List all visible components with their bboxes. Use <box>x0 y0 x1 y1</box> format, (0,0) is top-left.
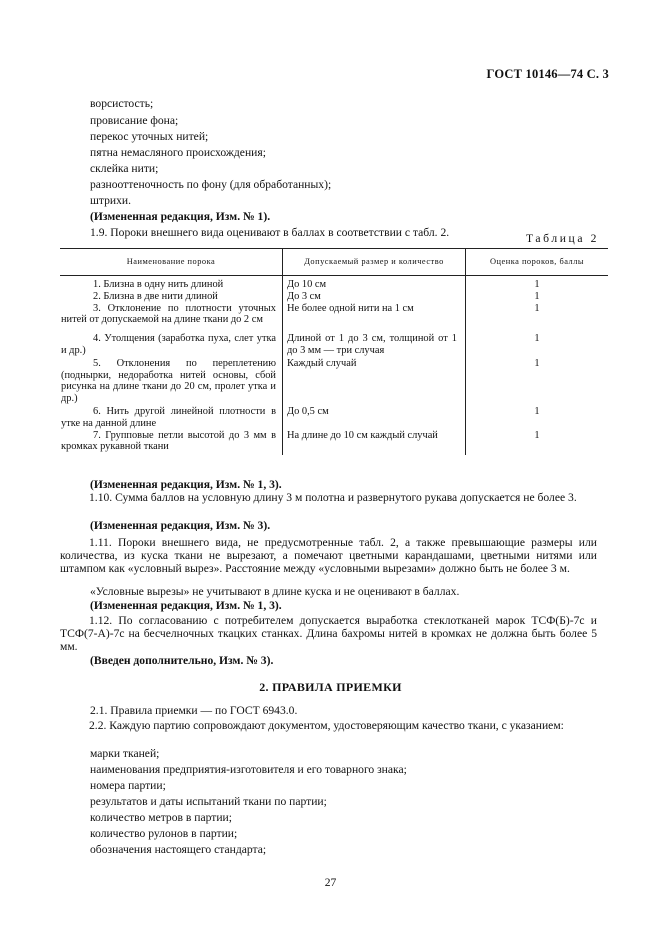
list-item: перекос уточных нитей; <box>90 130 209 143</box>
paragraph-1-11b: «Условные вырезы» не учитывают в длине куска и не оценивают в баллах. <box>90 585 460 598</box>
section-title: 2. ПРАВИЛА ПРИЕМКИ <box>259 680 402 694</box>
paragraph-2-1: 2.1. Правила приемки — по ГОСТ 6943.0. <box>90 704 298 717</box>
edition-note: (Измененная редакция, Изм. № 1, 3). <box>90 478 282 491</box>
defect-name: 4. Утолщения (заработка пуха, слет утка и др.) <box>61 333 276 356</box>
list-item: обозначения настоящего стандарта; <box>90 843 267 856</box>
defect-size: До 3 см <box>283 291 466 303</box>
list-item: марки тканей; <box>90 747 160 760</box>
defect-name: 7. Групповые петли высотой до 3 мм в кромках рукавной ткани <box>61 429 276 453</box>
paragraph-1-10: 1.10. Сумма баллов на условную длину 3 м полотна и развернутого рукава допускается не более 3. <box>89 491 577 504</box>
introduced-note: (Введен дополнительно, Изм. № 3). <box>90 654 274 667</box>
list-item: разнооттеночность по фону (для обработанных); <box>90 178 332 191</box>
paragraph-1-11: 1.11. Пороки внешнего вида, не предусмотренные табл. 2, а также превышающие размеры или количества, из куска ткани не вырезают, а помечают цветными карандашами, цветными нитями или штампом как «условный вырез». Расстояние между «условными вырезами» должно быть не более 3 м. <box>60 536 597 575</box>
table-row <box>60 291 608 303</box>
list-item: результатов и даты испытаний ткани по партии; <box>90 795 327 808</box>
edition-note: (Измененная редакция, Изм. № 3). <box>90 519 271 532</box>
table-header-row <box>60 249 608 276</box>
col-header-size: Допускаемый размер и количество <box>283 249 466 276</box>
page-number: 27 <box>324 876 337 889</box>
table-row <box>60 276 608 291</box>
defect-size: До 0,5 см <box>283 405 466 430</box>
table-row <box>60 326 608 357</box>
edition-note: (Измененная редакция, Изм. № 1, 3). <box>90 599 282 612</box>
list-item: пятна немасляного происхождения; <box>90 146 266 159</box>
defect-size: Каждый случай <box>283 357 466 405</box>
list-item: ворсистость; <box>90 97 154 110</box>
col-header-score: Оценка пороков, баллы <box>466 249 609 276</box>
defect-size: Не более одной нити на 1 см <box>283 303 466 327</box>
paragraph-1-12: 1.12. По согласованию с потребителем допускается выработка стеклотканей марок ТСФ(Б)-7с и ТСФ(7-А)-7с на бесчелночных ткацких станках. Длина бахромы нитей в кромках не должна быть более 5 мм. <box>60 614 597 653</box>
list-item: провисание фона; <box>90 114 179 127</box>
list-item: количество метров в партии; <box>90 811 232 824</box>
paragraph-1-9: 1.9. Пороки внешнего вида оценивают в баллах в соответствии с табл. 2. <box>90 226 450 239</box>
table-row <box>60 303 608 327</box>
defect-score: 1 <box>466 291 609 303</box>
defect-size: До 10 см <box>283 276 466 291</box>
defect-score: 1 <box>466 303 609 327</box>
defect-score: 1 <box>466 357 609 405</box>
defect-score: 1 <box>466 430 609 456</box>
page-header: ГОСТ 10146—74 С. 3 <box>486 67 609 81</box>
paragraph-2-2: 2.2. Каждую партию сопровождают документом, удостоверяющим качество ткани, с указанием: <box>89 719 564 732</box>
defects-table <box>60 248 608 455</box>
list-item: количество рулонов в партии; <box>90 827 238 840</box>
table-row <box>60 405 608 430</box>
defect-name: 1. Близна в одну нить длиной <box>93 279 224 290</box>
defect-score: 1 <box>466 276 609 291</box>
table-row <box>60 430 608 456</box>
defect-size: Длиной от 1 до 3 см, толщиной от 1 до 3 мм — три случая <box>283 326 466 357</box>
defect-score: 1 <box>466 405 609 430</box>
defect-size: На длине до 10 см каждый случай <box>283 430 466 456</box>
defect-name: 6. Нить другой линейной плотности в утке на данной длине <box>61 405 276 429</box>
col-header-defect: Наименование порока <box>60 249 283 276</box>
table-row <box>60 357 608 405</box>
list-item: штрихи. <box>90 194 132 207</box>
table-caption: Таблица 2 <box>526 232 599 245</box>
list-item: номера партии; <box>90 779 166 792</box>
defect-name: 3. Отклонение по плотности уточных нитей от допускаемой на длине ткани до 2 см <box>61 302 276 326</box>
defect-score: 1 <box>466 326 609 357</box>
defect-name: 2. Близна в две нити длиной <box>93 290 218 302</box>
list-item: склейка нити; <box>90 162 159 175</box>
edition-note: (Измененная редакция, Изм. № 1). <box>90 210 271 223</box>
defect-name: 5. Отклонения по переплетению (поднырки, недоработка нитей основы, сбой рисунка на длине ткани до 20 см, пролет утка и др.) <box>61 357 276 405</box>
list-item: наименования предприятия-изготовителя и его товарного знака; <box>90 763 407 776</box>
